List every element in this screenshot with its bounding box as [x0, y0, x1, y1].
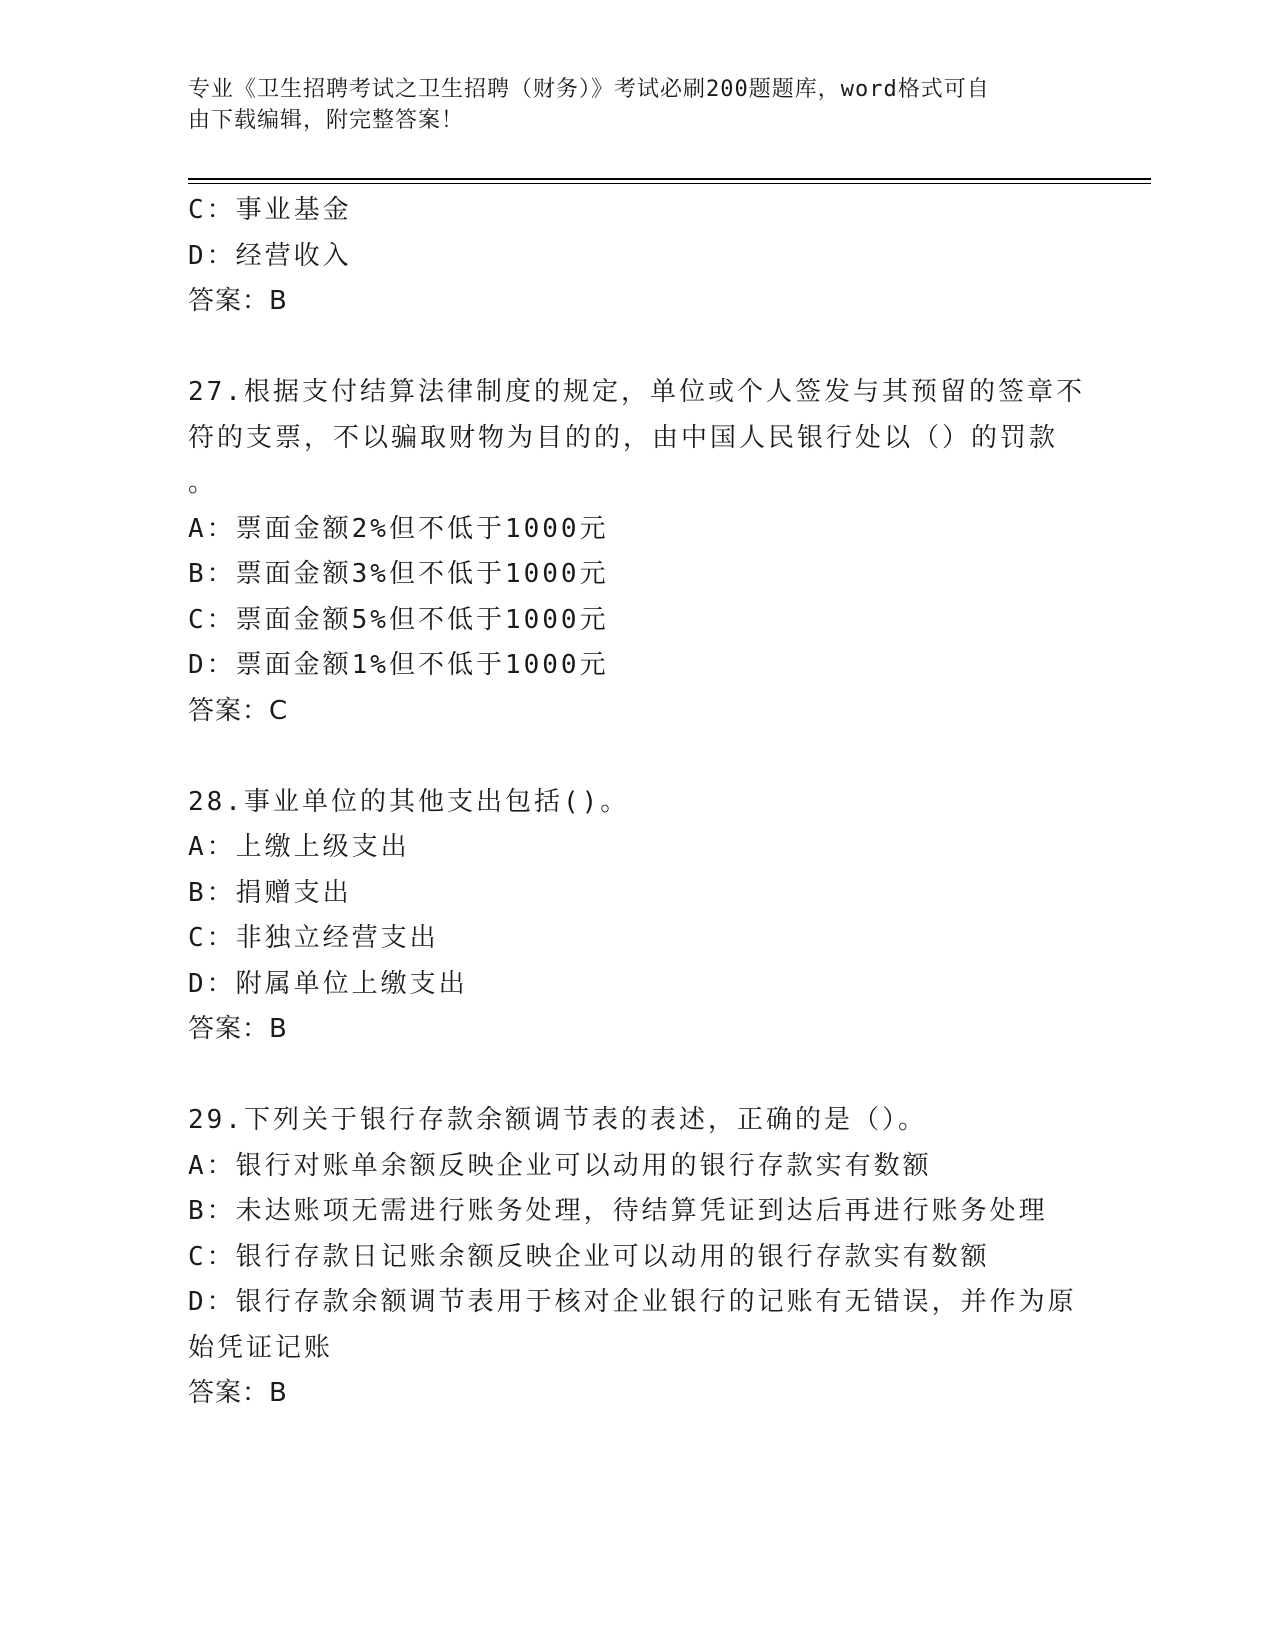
question-stem: 28.事业单位的其他支出包括()。 [188, 786, 630, 817]
question-28 [188, 780, 1088, 1053]
option-c: C：非独立经营支出 [188, 923, 439, 953]
header-line-1: 专业《卫生招聘考试之卫生招聘（财务）》考试必刷200题题库，word格式可自 [188, 77, 990, 102]
question-stem: 27.根据支付结算法律制度的规定，单位或个人签发与其预留的签章不 [188, 377, 1085, 407]
question-26-tail [188, 188, 1088, 325]
option-c: C：银行存款日记账余额反映企业可以动用的银行存款实有数额 [188, 1241, 990, 1272]
option-a: A：银行对账单余额反映企业可以动用的银行存款实有数额 [188, 1150, 932, 1181]
document-header [188, 74, 1088, 136]
question-stem: 符的支票，不以骗取财物为目的的，由中国人民银行处以（）的罚款 [188, 422, 1059, 453]
question-27 [188, 370, 1088, 734]
option-b: B：票面金额3%但不低于1000元 [188, 559, 609, 589]
spacer [188, 1053, 1088, 1099]
option-a: A：票面金额2%但不低于1000元 [188, 513, 609, 544]
option-b: B：捐赠支出 [188, 877, 352, 908]
question-29 [188, 1098, 1088, 1417]
option-d: D：附属单位上缴支出 [188, 968, 468, 999]
question-stem: 29.下列关于银行存款余额调节表的表述，正确的是（）。 [188, 1105, 927, 1135]
question-stem: 。 [188, 468, 218, 498]
header-line-2: 由下载编辑，附完整答案！ [188, 108, 465, 133]
question-list [188, 188, 1088, 1417]
option-d: D：经营收入 [188, 240, 352, 271]
spacer [188, 734, 1088, 780]
answer-label: 答案：B [188, 1014, 288, 1044]
answer-label: 答案：B [188, 1378, 288, 1408]
option-d: D：票面金额1%但不低于1000元 [188, 650, 609, 680]
header-divider-thick [188, 178, 1151, 180]
option-b: B：未达账项无需进行账务处理，待结算凭证到达后再进行账务处理 [188, 1196, 1048, 1226]
option-d: D：银行存款余额调节表用于核对企业银行的记账有无错误，并作为原 [188, 1287, 1077, 1317]
option-c: C：事业基金 [188, 195, 352, 225]
option-a: A：上缴上级支出 [188, 832, 410, 862]
spacer [188, 325, 1088, 371]
answer-label: 答案：C [188, 695, 289, 726]
header-divider-thin [188, 183, 1151, 184]
option-d-continued: 始凭证记账 [188, 1332, 334, 1363]
option-c: C：票面金额5%但不低于1000元 [188, 604, 609, 635]
answer-label: 答案：B [188, 286, 288, 316]
